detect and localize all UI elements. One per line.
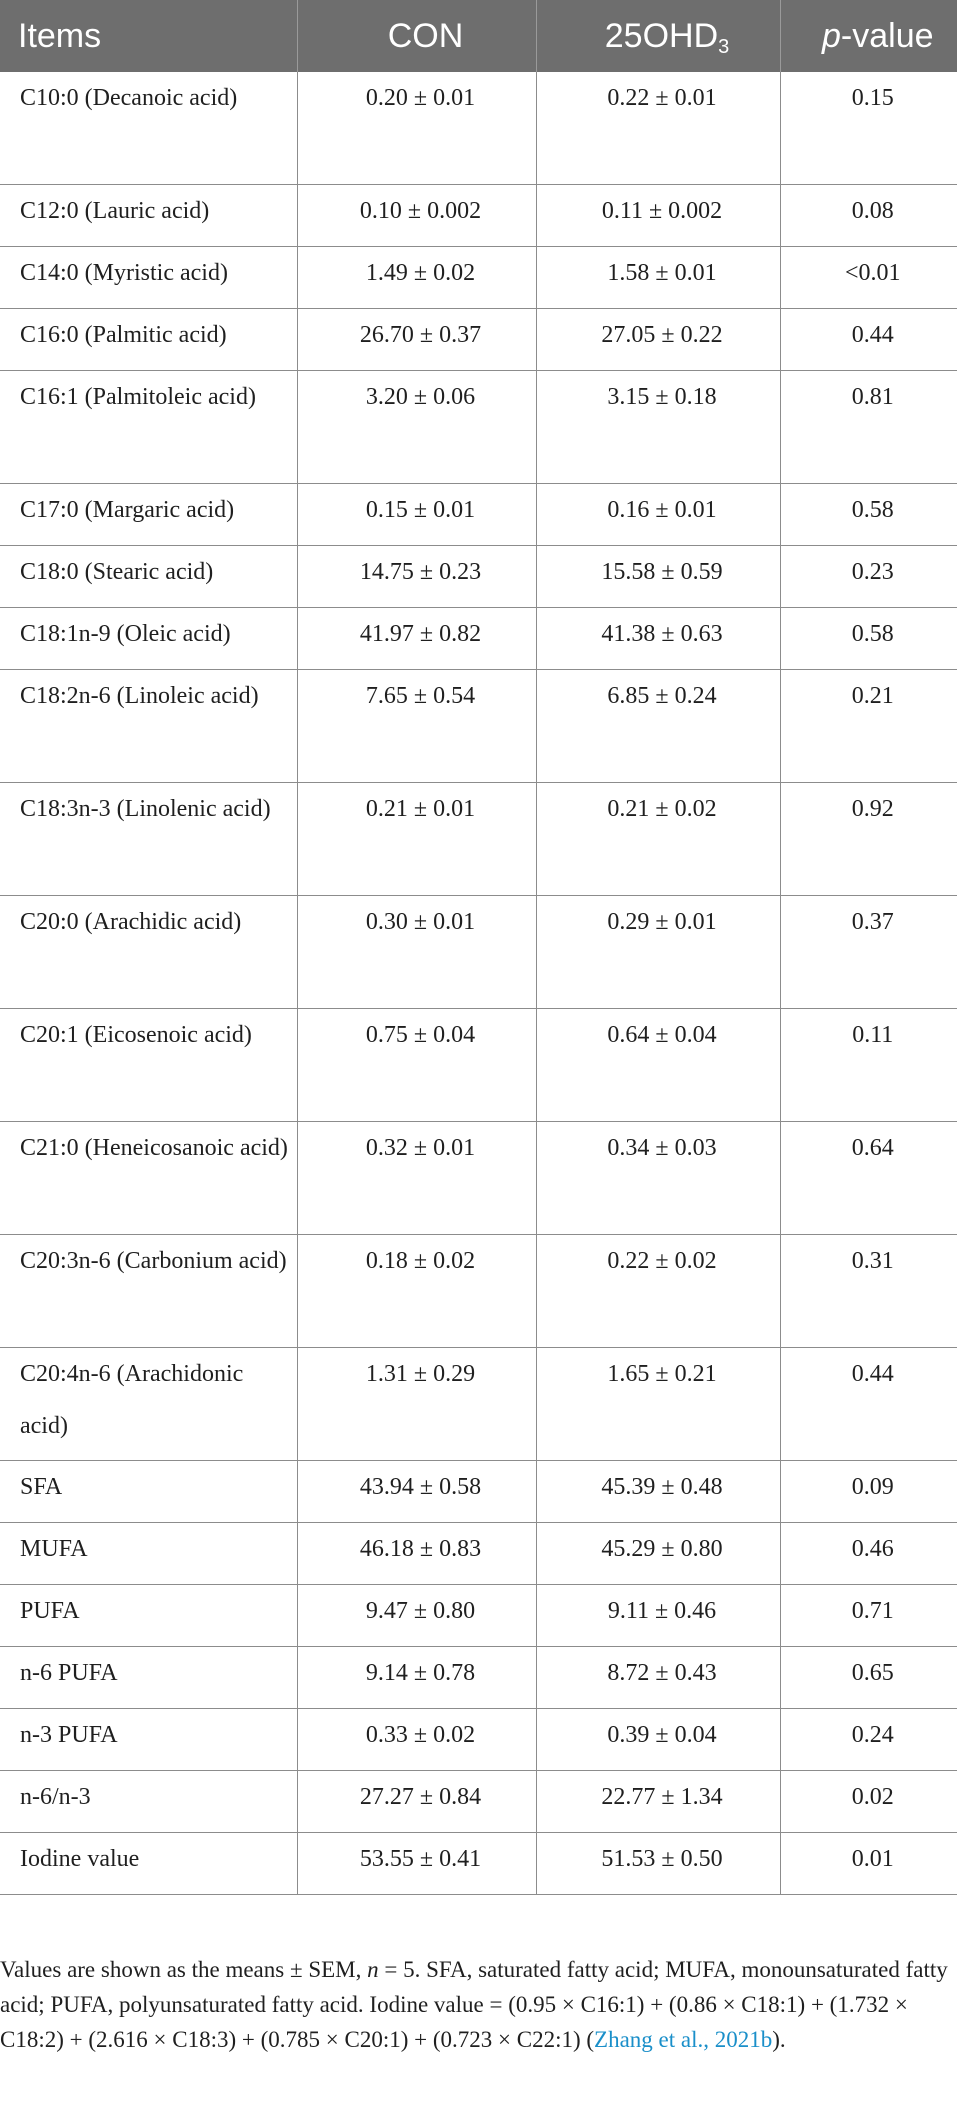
p-value-cell: 0.44 [780,1348,957,1461]
table-row [0,896,957,1009]
item-cell: C21:0 (Heneicosanoic acid) [0,1122,297,1235]
p-value-cell: 0.08 [780,185,957,247]
header-row [0,0,957,72]
con-value-cell: 0.30 ± 0.01 [297,896,536,1009]
con-value-cell: 43.94 ± 0.58 [297,1461,536,1523]
con-value-cell: 26.70 ± 0.37 [297,309,536,371]
item-cell: C17:0 (Margaric acid) [0,484,297,546]
item-cell: C18:1n-9 (Oleic acid) [0,608,297,670]
p-value-cell: 0.46 [780,1523,957,1585]
table-row [0,783,957,896]
item-cell: PUFA [0,1585,297,1647]
treatment-value-cell: 1.58 ± 0.01 [536,247,780,309]
table-row [0,546,957,608]
item-cell: C18:2n-6 (Linoleic acid) [0,670,297,783]
table-footnote: Values are shown as the means ± SEM, n = 5. SFA, saturated fatty acid; MUFA, monounsaturated fatty acid; PUFA, polyunsaturated fatty acid. Iodine value = (0.95 × C16:1) + (0.86 × C18:1) + (1.732 × C18:2) + (2.616 × C18:3) + (0.785 × C20:1) + (0.723 × C22:1) (Zhang et al., 2021b). [0,1957,948,2052]
treatment-value-cell: 15.58 ± 0.59 [536,546,780,608]
table-row [0,371,957,484]
p-value-cell: 0.11 [780,1009,957,1122]
item-cell: C20:0 (Arachidic acid) [0,896,297,1009]
treatment-value-cell: 27.05 ± 0.22 [536,309,780,371]
p-value-cell: 0.01 [780,1833,957,1895]
treatment-value-cell: 41.38 ± 0.63 [536,608,780,670]
treatment-value-cell: 0.22 ± 0.02 [536,1235,780,1348]
item-cell: C16:0 (Palmitic acid) [0,309,297,371]
table-body [0,72,957,1895]
con-value-cell: 9.47 ± 0.80 [297,1585,536,1647]
p-value-cell: 0.02 [780,1771,957,1833]
p-value-cell: 0.15 [780,72,957,185]
treatment-value-cell: 0.21 ± 0.02 [536,783,780,896]
p-value-cell: 0.09 [780,1461,957,1523]
treatment-value-cell: 22.77 ± 1.34 [536,1771,780,1833]
table-row [0,309,957,371]
treatment-value-cell: 8.72 ± 0.43 [536,1647,780,1709]
table-row [0,1122,957,1235]
con-value-cell: 41.97 ± 0.82 [297,608,536,670]
item-cell: n-6/n-3 [0,1771,297,1833]
p-value-cell: 0.92 [780,783,957,896]
treatment-value-cell: 9.11 ± 0.46 [536,1585,780,1647]
table-row [0,1647,957,1709]
item-cell: C20:4n-6 (Arachidonic acid) [0,1348,297,1461]
p-value-cell: 0.58 [780,608,957,670]
con-value-cell: 9.14 ± 0.78 [297,1647,536,1709]
item-cell: C12:0 (Lauric acid) [0,185,297,247]
con-value-cell: 0.20 ± 0.01 [297,72,536,185]
treatment-value-cell: 0.34 ± 0.03 [536,1122,780,1235]
treatment-value-cell: 3.15 ± 0.18 [536,371,780,484]
con-value-cell: 7.65 ± 0.54 [297,670,536,783]
table-row [0,1585,957,1647]
con-value-cell: 0.18 ± 0.02 [297,1235,536,1348]
table-row [0,1523,957,1585]
item-cell: C10:0 (Decanoic acid) [0,72,297,185]
table-row [0,72,957,185]
con-value-cell: 14.75 ± 0.23 [297,546,536,608]
item-cell: C20:1 (Eicosenoic acid) [0,1009,297,1122]
table-row [0,1009,957,1122]
table-row [0,247,957,309]
con-value-cell: 1.31 ± 0.29 [297,1348,536,1461]
header-items: Items [0,0,297,72]
header-p-value: p-value [780,0,957,72]
con-value-cell: 3.20 ± 0.06 [297,371,536,484]
con-value-cell: 46.18 ± 0.83 [297,1523,536,1585]
treatment-value-cell: 0.16 ± 0.01 [536,484,780,546]
item-cell: MUFA [0,1523,297,1585]
con-value-cell: 53.55 ± 0.41 [297,1833,536,1895]
treatment-value-cell: 45.39 ± 0.48 [536,1461,780,1523]
p-value-cell: 0.23 [780,546,957,608]
table-row [0,670,957,783]
p-value-cell: 0.71 [780,1585,957,1647]
p-value-cell: 0.21 [780,670,957,783]
item-cell: C20:3n-6 (Carbonium acid) [0,1235,297,1348]
table-row [0,608,957,670]
con-value-cell: 27.27 ± 0.84 [297,1771,536,1833]
treatment-value-cell: 51.53 ± 0.50 [536,1833,780,1895]
header-25ohd3: $25OHD_3$ [536,0,780,72]
treatment-value-cell: 0.39 ± 0.04 [536,1709,780,1771]
item-cell: C14:0 (Myristic acid) [0,247,297,309]
table-row [0,1235,957,1348]
item-cell: n-3 PUFA [0,1709,297,1771]
p-value-cell: 0.65 [780,1647,957,1709]
p-value-cell: <0.01 [780,247,957,309]
treatment-value-cell: 0.22 ± 0.01 [536,72,780,185]
p-value-cell: 0.64 [780,1122,957,1235]
treatment-value-cell: 6.85 ± 0.24 [536,670,780,783]
p-value-cell: 0.44 [780,309,957,371]
item-cell: SFA [0,1461,297,1523]
treatment-value-cell: 0.11 ± 0.002 [536,185,780,247]
table-header [0,0,957,72]
item-cell: C18:0 (Stearic acid) [0,546,297,608]
p-value-cell: 0.31 [780,1235,957,1348]
table-row [0,484,957,546]
table-row [0,1461,957,1523]
con-value-cell: 0.10 ± 0.002 [297,185,536,247]
item-cell: C16:1 (Palmitoleic acid) [0,371,297,484]
item-cell: Iodine value [0,1833,297,1895]
con-value-cell: 0.32 ± 0.01 [297,1122,536,1235]
con-value-cell: 0.75 ± 0.04 [297,1009,536,1122]
con-value-cell: 0.15 ± 0.01 [297,484,536,546]
header-con: CON [297,0,536,72]
p-value-cell: 0.37 [780,896,957,1009]
p-value-cell: 0.24 [780,1709,957,1771]
item-cell: C18:3n-3 (Linolenic acid) [0,783,297,896]
con-value-cell: 0.33 ± 0.02 [297,1709,536,1771]
p-value-cell: 0.58 [780,484,957,546]
table-row [0,185,957,247]
table-row [0,1709,957,1771]
treatment-value-cell: 0.64 ± 0.04 [536,1009,780,1122]
citation-link[interactable]: Zhang et al., 2021b [594,2027,773,2052]
con-value-cell: 1.49 ± 0.02 [297,247,536,309]
p-value-cell: 0.81 [780,371,957,484]
treatment-value-cell: 1.65 ± 0.21 [536,1348,780,1461]
treatment-value-cell: 45.29 ± 0.80 [536,1523,780,1585]
treatment-value-cell: 0.29 ± 0.01 [536,896,780,1009]
table-row [0,1833,957,1895]
table-row [0,1348,957,1461]
item-cell: n-6 PUFA [0,1647,297,1709]
con-value-cell: 0.21 ± 0.01 [297,783,536,896]
table-row [0,1771,957,1833]
